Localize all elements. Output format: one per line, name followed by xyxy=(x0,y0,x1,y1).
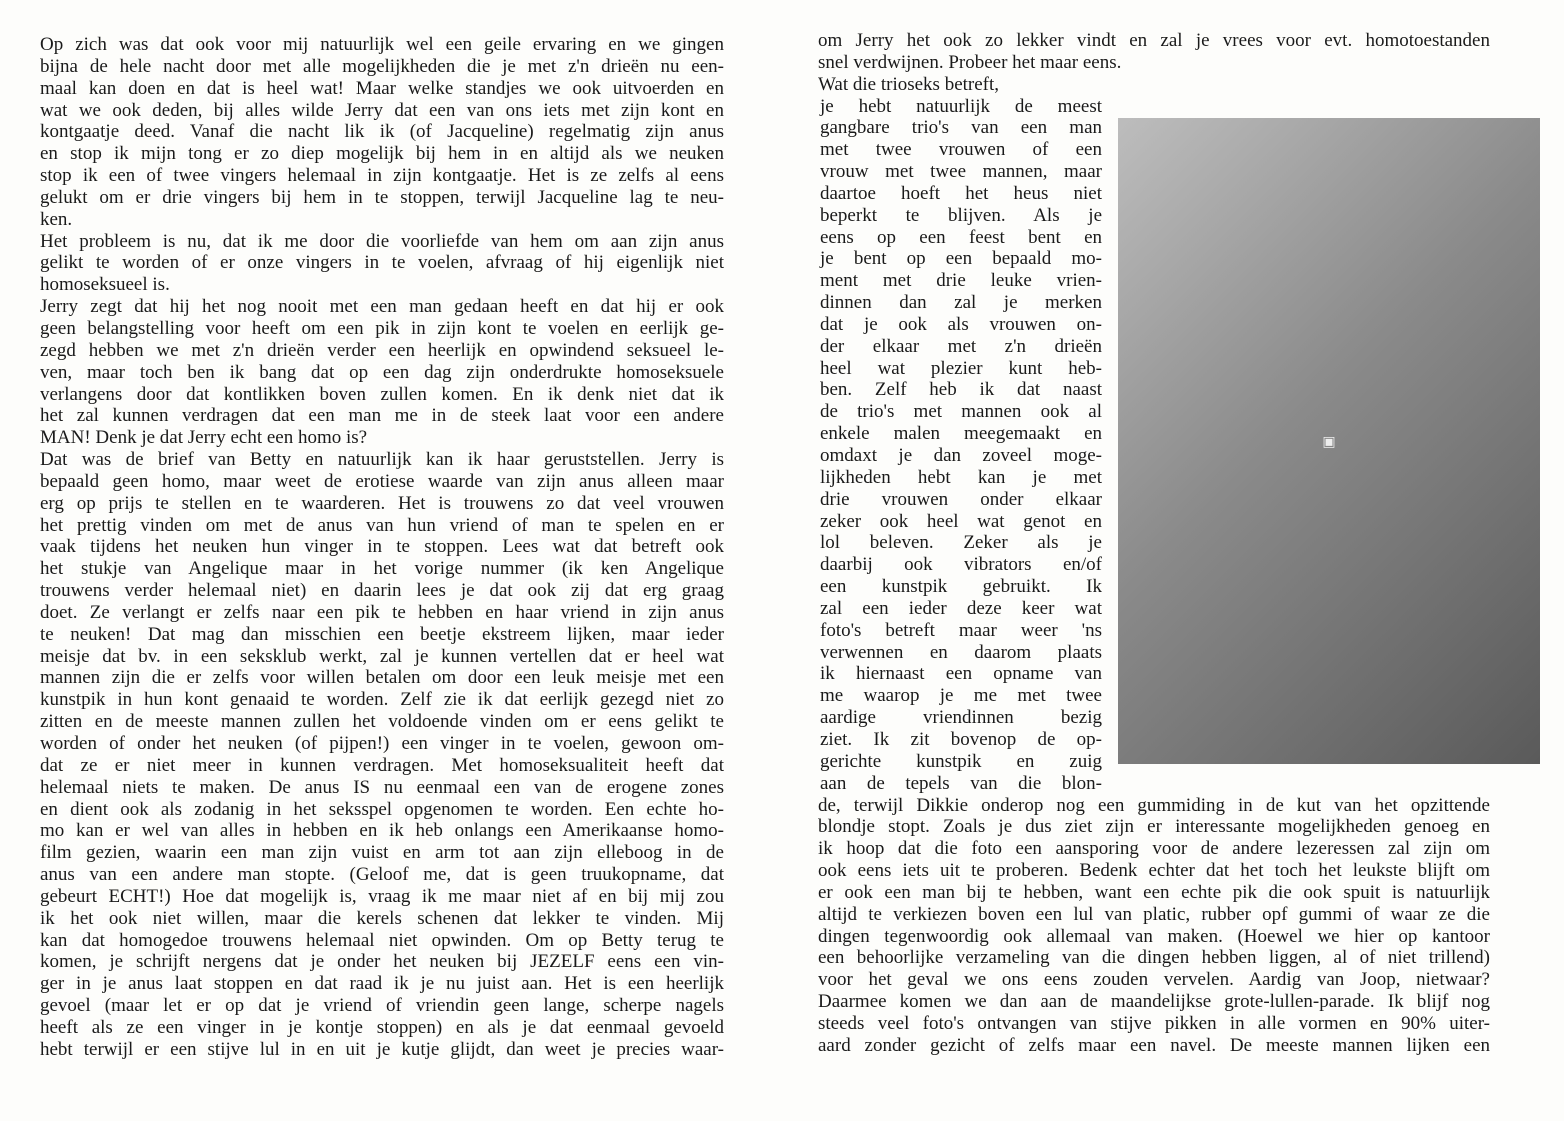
text-line: foto's betreft maar weer 'ns xyxy=(820,619,1102,641)
photo-placeholder xyxy=(1118,118,1540,764)
text-line: en stop ik mijn tong er zo diep mogelijk bij hem in en altijd als we neuken xyxy=(40,143,724,165)
text-line: het prettig vinden om met de anus van hun vriend of man te spelen en er xyxy=(40,514,724,536)
text-line: vrouw met twee mannen, maar xyxy=(820,161,1102,183)
text-line: om Jerry het ook zo lekker vindt en zal je vrees voor evt. homotoestanden xyxy=(818,30,1490,51)
text-line: ment met drie leuke vrien- xyxy=(820,270,1102,292)
image-icon: ▣ xyxy=(1322,432,1336,449)
text-line: helemaal niets te maken. De anus IS nu eenmaal een van de erogene zones xyxy=(40,776,724,798)
text-line: geen belangstelling voor heeft om een pik in zijn kont te voelen en eerlijk ge- xyxy=(40,317,724,339)
text-line: gebeurt ECHT!) Hoe dat mogelijk is, vraag ik me maar niet af en bij mij zou xyxy=(40,885,724,907)
text-line: enkele malen meegemaakt en xyxy=(820,423,1102,445)
text-line: de, terwijl Dikkie onderop nog een gummiding in de kut van het opzittende xyxy=(818,794,1490,816)
left-text-column xyxy=(40,34,724,1061)
text-line: ik hoop dat die foto een aansporing voor de andere lezeressen zal zijn om xyxy=(818,838,1490,860)
text-line: dat je ook als vrouwen on- xyxy=(820,313,1102,335)
text-line: stop ik een of twee vingers helemaal in zijn kontgaatje. Het is ze zelfs al eens xyxy=(40,165,724,187)
text-line: ik hiernaast een opname van xyxy=(820,663,1102,685)
text-line: gevoel (maar let er op dat je vriend of vriendin geen lange, scherpe nagels xyxy=(40,995,724,1017)
text-line: dat ze er niet meer in kunnen verdragen. Met homoseksualiteit heeft dat xyxy=(40,754,724,776)
text-line: Daarmee komen we dan aan de maandelijkse grote-lullen-parade. Ik blijf nog xyxy=(818,991,1490,1013)
text-line: ven, maar toch ben ik bang dat op een dag zijn onderdrukte homoseksuele xyxy=(40,361,724,383)
text-line: gerichte kunstpik en zuig xyxy=(820,750,1102,772)
text-line: kunstpik in hun kont genaaid te worden. Zelf zie ik dat eerlijk gezegd niet zo xyxy=(40,689,724,711)
text-line: je hebt natuurlijk de meest xyxy=(820,95,1102,117)
text-line: Jerry zegt dat hij het nog nooit met een man gedaan heeft en dat hij er ook xyxy=(40,296,724,318)
text-line: voor het geval we ons eens zouden vervelen. Aardig van Joop, nietwaar? xyxy=(818,969,1490,991)
text-line: zal een ieder deze keer wat xyxy=(820,597,1102,619)
text-line: een behoorlijke verzameling van die dingen hebben liggen, al of niet trillend) xyxy=(818,947,1490,969)
text-line: ger in je anus laat stoppen en dat raad ik je nu juist aan. Het is een heerlijk xyxy=(40,973,724,995)
text-line: der elkaar met z'n drieën xyxy=(820,335,1102,357)
right-text-column-top xyxy=(818,30,1490,96)
text-line: Op zich was dat ook voor mij natuurlijk wel een geile ervaring en we gingen xyxy=(40,34,724,55)
text-line: er ook een man bij te hebben, want een echte pik die ook spuit is natuurlijk xyxy=(818,881,1490,903)
text-line: blondje stopt. Zoals je dus ziet zijn er interessante mogelijkheden genoeg en xyxy=(818,816,1490,838)
text-line: verlangens door dat kontlikken boven zullen komen. En ik denk niet dat ik xyxy=(40,383,724,405)
text-line: anus van een andere man stopte. (Geloof me, dat is geen truukopname, dat xyxy=(40,864,724,886)
text-line: je bent op een bepaald mo- xyxy=(820,248,1102,270)
text-line: altijd te verkiezen boven een lul van platic, rubber opf gummi of waar ze die xyxy=(818,903,1490,925)
text-line: aan de tepels van die blon- xyxy=(820,772,1102,794)
text-line: eens op een feest bent en xyxy=(820,226,1102,248)
text-line: aardige vriendinnen bezig xyxy=(820,707,1102,729)
text-line: kan dat homogedoe trouwens helemaal niet opwinden. Om op Betty terug te xyxy=(40,929,724,951)
text-line: film gezien, waarin een man zijn vuist en arm tot aan zijn elleboog in de xyxy=(40,842,724,864)
text-line: mo kan er wel van alles in hebben en ik heb onlangs een Amerikaanse homo- xyxy=(40,820,724,842)
text-line: en dient ook als zodanig in het seksspel opgenomen te worden. Een echte ho- xyxy=(40,798,724,820)
text-line: MAN! Denk je dat Jerry echt een homo is? xyxy=(40,427,368,449)
text-line: steeds veel foto's ontvangen van stijve pikken in alle vormen en 90% uiter- xyxy=(818,1012,1490,1034)
right-text-column-narrow xyxy=(820,96,1102,795)
text-line: me waarop je me met twee xyxy=(820,685,1102,707)
text-line: trouwens verder helemaal niet) en daarin lees je dat ook zij dat erg graag xyxy=(40,580,724,602)
text-line: Wat die trioseks betreft, xyxy=(818,73,1000,95)
text-line: met twee vrouwen of een xyxy=(820,139,1102,161)
text-line: Dat was de brief van Betty en natuurlijk kan ik haar geruststellen. Jerry is xyxy=(40,449,724,471)
text-line: ben. Zelf heb ik dat naast xyxy=(820,379,1102,401)
text-line: gelukt om er drie vingers bij hem in te stoppen, terwijl Jacqueline lag te neu- xyxy=(40,186,724,208)
text-line: te neuken! Dat mag dan misschien een beetje ekstreem lijken, maar ieder xyxy=(40,623,724,645)
text-line: zitten en de meeste mannen zullen het voldoende vinden om er eens gelikt te xyxy=(40,711,724,733)
text-line: gelikt te worden of er onze vingers in te voelen, afvraag of hij eigenlijk niet xyxy=(40,252,724,274)
text-line: ziet. Ik zit bovenop de op- xyxy=(820,728,1102,750)
text-line: heeft als ze een vinger in je kontje stoppen) en als je dat eenmaal gevoeld xyxy=(40,1016,724,1038)
text-line: aard zonder gezicht of zelfs maar een navel. De meeste mannen lijken een xyxy=(818,1034,1490,1056)
text-line: de trio's met mannen ook al xyxy=(820,401,1102,423)
text-line: wat we ook deden, bij alles wilde Jerry dat een van ons iets met zijn kont en xyxy=(40,99,724,121)
text-line: vaak tijdens het neuken hun vinger in te stoppen. Lees wat dat betreft ook xyxy=(40,536,724,558)
text-line: beperkt te blijven. Als je xyxy=(820,204,1102,226)
text-line: verwennen en daarom plaats xyxy=(820,641,1102,663)
text-line: dinnen dan zal je merken xyxy=(820,292,1102,314)
text-line: een kunstpik gebruikt. Ik xyxy=(820,576,1102,598)
text-line: worden of onder het neuken (of pijpen!) een vinger in te voelen, gewoon om- xyxy=(40,733,724,754)
text-line: hebt terwijl er een stijve lul in en uit je kutje glijdt, dan weet je precies waar- xyxy=(40,1038,724,1060)
text-line: doet. Ze verlangt er zelfs naar een pik te hebben en haar vriend in zijn anus xyxy=(40,601,724,623)
text-line: ken. xyxy=(40,208,73,230)
text-line: het stukje van Angelique maar in het vorige nummer (ik ken Angelique xyxy=(40,558,724,580)
text-line: gangbare trio's van een man xyxy=(820,117,1102,139)
text-line: mannen zijn die er zelfs voor willen betalen om door een leuk meisje met een xyxy=(40,667,724,689)
text-line: Het probleem is nu, dat ik me door die voorliefde van hem om aan zijn anus xyxy=(40,230,724,252)
text-line: ik het ook niet willen, maar die kerels schenen dat lekker te vinden. Mij xyxy=(40,907,724,929)
text-line: homoseksueel is. xyxy=(40,274,170,296)
text-line: bijna de hele nacht door met alle mogelijkheden die je met z'n drieën nu een- xyxy=(40,55,724,77)
text-line: erg op prijs te stellen en te waarderen. Het is trouwens zo dat veel vrouwen xyxy=(40,492,724,514)
text-line: ook eens iets uit te proberen. Bedenk echter dat het toch het leukste blijft om xyxy=(818,860,1490,882)
text-line: het zal kunnen verdragen dat een man me in de steek laat voor een andere xyxy=(40,405,724,427)
text-line: bepaald geen homo, maar weet de erotiese waarde van zijn anus alleen maar xyxy=(40,470,724,492)
text-line: zegd hebben we met z'n drieën verder een heerlijk en opwindend seksueel le- xyxy=(40,339,724,361)
text-line: zeker ook heel wat genot en xyxy=(820,510,1102,532)
text-line: omdaxt je dan zoveel moge- xyxy=(820,445,1102,466)
text-line: heel wat plezier kunt heb- xyxy=(820,357,1102,379)
text-line: snel verdwijnen. Probeer het maar eens. xyxy=(818,51,1122,73)
text-line: kontgaatje deed. Vanaf die nacht lik ik (of Jacqueline) regelmatig zijn anus xyxy=(40,121,724,143)
text-line: maal kan doen en dat is heel wat! Maar welke standjes we ook uitvoerden en xyxy=(40,77,724,99)
text-line: drie vrouwen onder elkaar xyxy=(820,488,1102,510)
text-line: meisje dat bv. in een seksklub werkt, zal je kunnen vertellen dat er heel wat xyxy=(40,645,724,667)
text-line: lol beleven. Zeker als je xyxy=(820,532,1102,554)
text-line: daartoe hoeft het heus niet xyxy=(820,182,1102,204)
text-line: komen, je schrijft nergens dat je onder het neuken bij JEZELF eens een vin- xyxy=(40,951,724,973)
right-text-column-bottom xyxy=(818,795,1490,1057)
text-line: daarbij ook vibrators en/of xyxy=(820,554,1102,576)
text-line: lijkheden hebt kan je met xyxy=(820,466,1102,488)
text-line: dingen tegenwoordig ook allemaal van maken. (Hoewel we hier op kantoor xyxy=(818,925,1490,947)
